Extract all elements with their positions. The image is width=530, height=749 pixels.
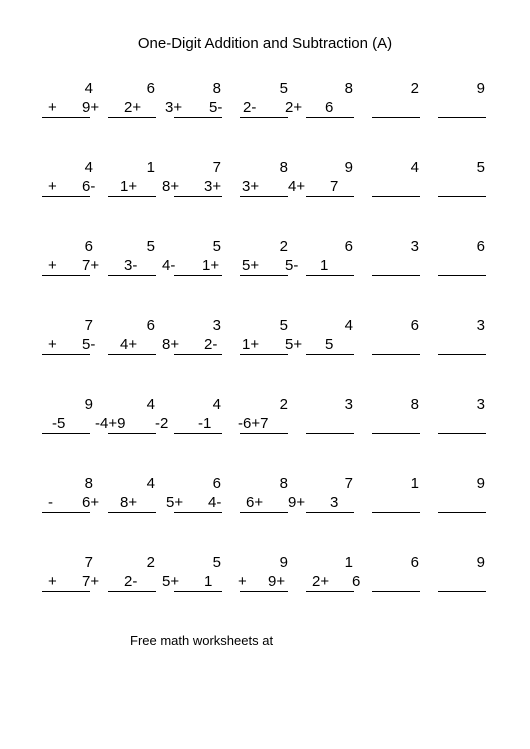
- answer-line: [240, 196, 288, 197]
- bottom-operand: -4+9: [95, 415, 126, 432]
- top-number: 3: [410, 238, 419, 255]
- answer-line: [372, 591, 420, 592]
- answer-line: [240, 591, 288, 592]
- bottom-operand: 1: [320, 257, 329, 274]
- answer-line: [372, 512, 420, 513]
- top-number: 6: [410, 317, 419, 334]
- answer-line: [108, 433, 156, 434]
- top-number: 6: [410, 554, 419, 571]
- bottom-operand: 5+: [285, 336, 303, 353]
- top-number: 9: [344, 159, 353, 176]
- answer-line: [438, 354, 486, 355]
- top-number: 8: [410, 396, 419, 413]
- bottom-operand: 3+: [204, 178, 222, 195]
- top-number: 7: [344, 475, 353, 492]
- problem-row: [0, 159, 530, 219]
- top-number: 5: [212, 238, 221, 255]
- bottom-operand: 8+: [120, 494, 138, 511]
- top-number: 4: [84, 159, 93, 176]
- top-number: 3: [212, 317, 221, 334]
- problem-row: [0, 238, 530, 298]
- top-number: 3: [344, 396, 353, 413]
- bottom-operand: 3+: [242, 178, 260, 195]
- bottom-operand: 2+: [124, 99, 142, 116]
- answer-line: [174, 275, 222, 276]
- answer-line: [372, 196, 420, 197]
- top-number: 5: [279, 80, 288, 97]
- problem-row: [0, 396, 530, 456]
- answer-line: [108, 275, 156, 276]
- answer-line: [240, 433, 288, 434]
- top-number: 9: [476, 554, 485, 571]
- top-number: 7: [212, 159, 221, 176]
- bottom-operand: 2-: [124, 573, 138, 590]
- bottom-operand: 2-: [243, 99, 257, 116]
- answer-line: [372, 354, 420, 355]
- footer-text: Free math worksheets at: [130, 633, 274, 648]
- bottom-operand: -2: [155, 415, 169, 432]
- bottom-operand: 1+: [202, 257, 220, 274]
- answer-line: [42, 433, 90, 434]
- problem-row: [0, 475, 530, 535]
- bottom-operand: 5+: [242, 257, 260, 274]
- answer-line: [42, 117, 90, 118]
- answer-line: [306, 512, 354, 513]
- bottom-operand: 2+: [285, 99, 303, 116]
- bottom-operand: 6-: [82, 178, 96, 195]
- top-number: 5: [279, 317, 288, 334]
- problem-row: [0, 554, 530, 614]
- top-number: 6: [84, 238, 93, 255]
- answer-line: [42, 591, 90, 592]
- top-number: 9: [476, 80, 485, 97]
- answer-line: [306, 354, 354, 355]
- top-number: 8: [279, 475, 288, 492]
- bottom-operand: 5: [325, 336, 334, 353]
- top-number: 5: [476, 159, 485, 176]
- bottom-operand: 7: [330, 178, 339, 195]
- bottom-operand: +: [48, 257, 57, 274]
- bottom-operand: 4+: [120, 336, 138, 353]
- bottom-operand: 6: [352, 573, 361, 590]
- top-number: 2: [279, 238, 288, 255]
- top-number: 4: [146, 475, 155, 492]
- top-number: 5: [146, 238, 155, 255]
- top-number: 4: [212, 396, 221, 413]
- bottom-operand: 5+: [162, 573, 180, 590]
- answer-line: [174, 117, 222, 118]
- bottom-operand: 5-: [285, 257, 299, 274]
- answer-line: [174, 591, 222, 592]
- answer-line: [42, 354, 90, 355]
- top-number: 9: [279, 554, 288, 571]
- bottom-operand: 3: [330, 494, 339, 511]
- answer-line: [174, 512, 222, 513]
- bottom-operand: 6+: [82, 494, 100, 511]
- answer-line: [42, 275, 90, 276]
- bottom-operand: 2-: [204, 336, 218, 353]
- answer-line: [42, 196, 90, 197]
- answer-line: [240, 354, 288, 355]
- top-number: 6: [146, 317, 155, 334]
- bottom-operand: 8+: [162, 178, 180, 195]
- top-number: 7: [84, 317, 93, 334]
- top-number: 5: [212, 554, 221, 571]
- answer-line: [174, 433, 222, 434]
- top-number: 2: [279, 396, 288, 413]
- bottom-operand: 5+: [166, 494, 184, 511]
- answer-line: [372, 433, 420, 434]
- answer-line: [438, 196, 486, 197]
- bottom-operand: 5-: [209, 99, 223, 116]
- top-number: 4: [344, 317, 353, 334]
- bottom-operand: +: [48, 99, 57, 116]
- top-number: 7: [84, 554, 93, 571]
- answer-line: [372, 275, 420, 276]
- top-number: 9: [476, 475, 485, 492]
- top-number: 8: [212, 80, 221, 97]
- bottom-operand: -6+7: [238, 415, 269, 432]
- bottom-operand: 8+: [162, 336, 180, 353]
- bottom-operand: +: [238, 573, 247, 590]
- bottom-operand: 6: [325, 99, 334, 116]
- top-number: 6: [212, 475, 221, 492]
- answer-line: [306, 275, 354, 276]
- answer-line: [438, 591, 486, 592]
- answer-line: [108, 591, 156, 592]
- answer-line: [306, 591, 354, 592]
- top-number: 9: [84, 396, 93, 413]
- top-number: 8: [279, 159, 288, 176]
- answer-line: [438, 512, 486, 513]
- top-number: 3: [476, 396, 485, 413]
- top-number: 4: [84, 80, 93, 97]
- top-number: 4: [146, 396, 155, 413]
- top-number: 3: [476, 317, 485, 334]
- answer-line: [240, 512, 288, 513]
- answer-line: [108, 512, 156, 513]
- answer-line: [108, 196, 156, 197]
- problem-row: [0, 80, 530, 140]
- bottom-operand: 9+: [288, 494, 306, 511]
- bottom-operand: 2+: [312, 573, 330, 590]
- bottom-operand: +: [48, 178, 57, 195]
- answer-line: [306, 117, 354, 118]
- answer-line: [42, 512, 90, 513]
- bottom-operand: 5-: [82, 336, 96, 353]
- top-number: 1: [410, 475, 419, 492]
- answer-line: [438, 433, 486, 434]
- top-number: 6: [344, 238, 353, 255]
- top-number: 1: [344, 554, 353, 571]
- bottom-operand: 4-: [208, 494, 222, 511]
- bottom-operand: 1+: [242, 336, 260, 353]
- answer-line: [174, 354, 222, 355]
- bottom-operand: 1+: [120, 178, 138, 195]
- top-number: 1: [146, 159, 155, 176]
- bottom-operand: 4-: [162, 257, 176, 274]
- bottom-operand: 9+: [268, 573, 286, 590]
- answer-line: [306, 433, 354, 434]
- bottom-operand: 7+: [82, 573, 100, 590]
- top-number: 6: [146, 80, 155, 97]
- top-number: 2: [410, 80, 419, 97]
- bottom-operand: 4+: [288, 178, 306, 195]
- bottom-operand: +: [48, 573, 57, 590]
- answer-line: [438, 275, 486, 276]
- bottom-operand: 9+: [82, 99, 100, 116]
- answer-line: [438, 117, 486, 118]
- bottom-operand: 1: [204, 573, 213, 590]
- top-number: 6: [476, 238, 485, 255]
- answer-line: [174, 196, 222, 197]
- worksheet-title: One-Digit Addition and Subtraction (A): [137, 35, 393, 52]
- answer-line: [372, 117, 420, 118]
- bottom-operand: 3-: [124, 257, 138, 274]
- answer-line: [306, 196, 354, 197]
- bottom-operand: -5: [52, 415, 66, 432]
- answer-line: [240, 275, 288, 276]
- bottom-operand: -1: [198, 415, 212, 432]
- bottom-operand: 7+: [82, 257, 100, 274]
- bottom-operand: -: [48, 494, 53, 511]
- answer-line: [108, 117, 156, 118]
- top-number: 8: [344, 80, 353, 97]
- problem-row: [0, 317, 530, 377]
- answer-line: [240, 117, 288, 118]
- bottom-operand: 6+: [246, 494, 264, 511]
- top-number: 8: [84, 475, 93, 492]
- top-number: 4: [410, 159, 419, 176]
- bottom-operand: 3+: [165, 99, 183, 116]
- answer-line: [108, 354, 156, 355]
- bottom-operand: +: [48, 336, 57, 353]
- top-number: 2: [146, 554, 155, 571]
